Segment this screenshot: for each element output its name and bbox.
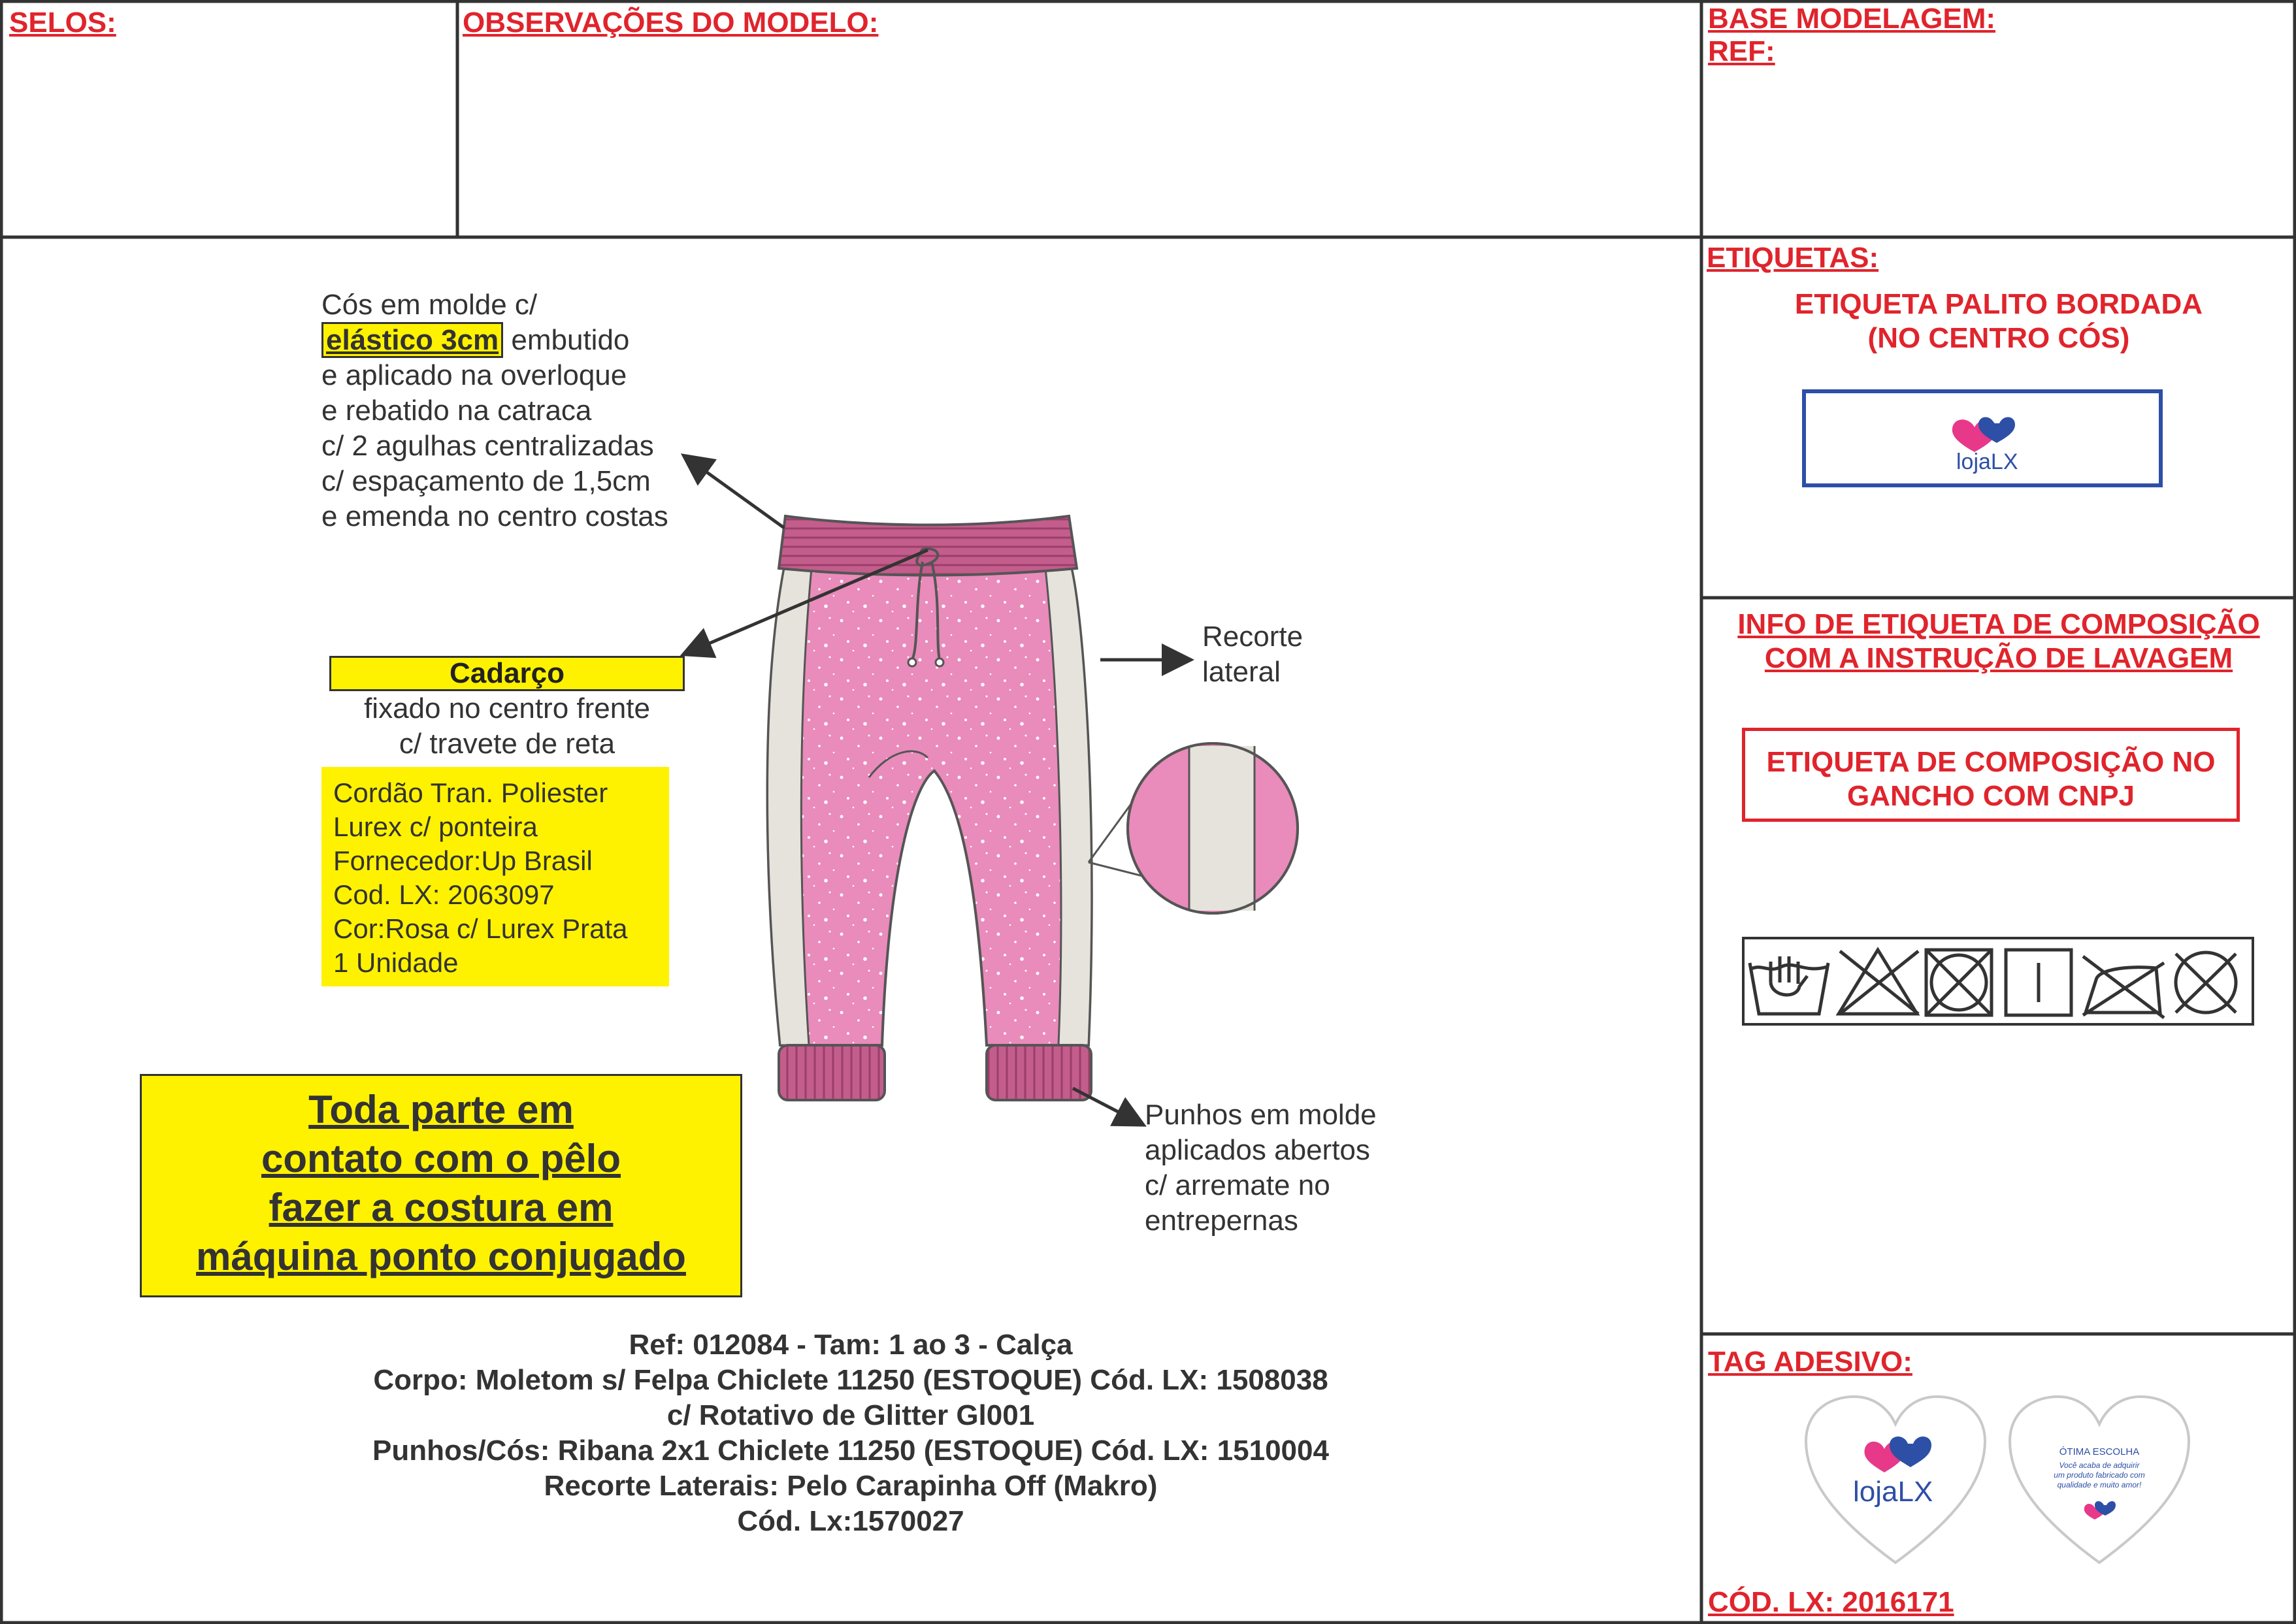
recorte-note-line2: lateral — [1202, 656, 1281, 688]
cordao-line1: Cordão Tran. Poliester — [333, 777, 608, 808]
warning-line1: Toda parte em — [308, 1088, 574, 1131]
punhos-note — [1145, 1097, 1377, 1239]
punhos-note-line2: aplicados abertos — [1145, 1134, 1370, 1166]
tag-back-title: ÓTIMA ESCOLHA — [2059, 1446, 2140, 1457]
etiqueta-palito-line1: ETIQUETA PALITO BORDADA — [1794, 288, 2203, 320]
tag-adesivo-label: TAG ADESIVO: — [1708, 1346, 1912, 1378]
tag-cod-value: 2016171 — [1842, 1586, 1954, 1618]
cos-note-line2 — [321, 323, 668, 358]
cadarco-note-line2: c/ travete de reta — [399, 728, 615, 760]
spec-line3: c/ Rotativo de Glitter Gl001 — [666, 1399, 1035, 1431]
ref-label: REF: — [1708, 35, 1775, 67]
recorte-note — [1202, 619, 1303, 690]
warning-line2: contato com o pêlo — [261, 1137, 621, 1180]
etiquetas-label: ETIQUETAS: — [1707, 242, 1879, 274]
composicao-title-line2: COM A INSTRUÇÃO DE LAVAGEM — [1764, 642, 2233, 674]
selos-label: SELOS: — [9, 7, 116, 39]
cos-highlight: elástico 3cm — [321, 322, 503, 358]
cos-note-line1: Cós em molde c/ — [321, 289, 538, 321]
tag-cod-label: CÓD. LX: — [1708, 1586, 1835, 1618]
punhos-note-line3: c/ arremate no — [1145, 1169, 1330, 1201]
spec-block — [0, 1327, 1701, 1539]
spec-line4: Punhos/Cós: Ribana 2x1 Chiclete 11250 (ESTOQUE) Cód. LX: 1510004 — [372, 1435, 1329, 1467]
base-modelagem-label: BASE MODELAGEM: — [1708, 3, 1995, 35]
cadarco-note-line1: fixado no centro frente — [364, 692, 650, 724]
brand-logo-text: lojaLX — [1956, 449, 2018, 474]
spec-line1: Ref: 012084 - Tam: 1 ao 3 - Calça — [629, 1329, 1073, 1361]
spec-line5: Recorte Laterais: Pelo Carapinha Off (Makro) — [544, 1470, 1158, 1502]
svg-text:lojaLX: lojaLX — [1853, 1476, 1933, 1508]
tag-back-text-1: Você acaba de adquirir — [2059, 1461, 2140, 1470]
cordao-box — [321, 767, 669, 986]
cordao-line2: Lurex c/ ponteira — [333, 811, 538, 842]
observacoes-label: OBSERVAÇÕES DO MODELO: — [463, 7, 879, 39]
cadarco-note — [329, 691, 685, 762]
tag-back-text-3: qualidade e muito amor! — [2057, 1480, 2142, 1489]
cadarco-title: Cadarço — [329, 656, 685, 691]
cos-note-line6: c/ espaçamento de 1,5cm — [321, 465, 651, 497]
warning-line3: fazer a costura em — [269, 1186, 614, 1229]
cos-note — [321, 287, 668, 534]
etiqueta-palito-line2: (NO CENTRO CÓS) — [1867, 322, 2130, 354]
cos-note-line4: e rebatido na catraca — [321, 395, 592, 427]
spec-line6: Cód. Lx:1570027 — [737, 1505, 964, 1537]
cos-note-line2-tail: embutido — [511, 324, 630, 356]
cordao-line3: Fornecedor:Up Brasil — [333, 845, 593, 876]
cos-note-line5: c/ 2 agulhas centralizadas — [321, 430, 654, 462]
recorte-note-line1: Recorte — [1202, 621, 1304, 653]
tag-back-text-2: um produto fabricado com — [2054, 1470, 2145, 1480]
composicao-box-line1: ETIQUETA DE COMPOSIÇÃO NO — [1766, 746, 2216, 778]
warning-box — [140, 1074, 742, 1297]
cordao-line6: 1 Unidade — [333, 947, 459, 978]
spec-line2: Corpo: Moletom s/ Felpa Chiclete 11250 (ESTOQUE) Cód. LX: 1508038 — [373, 1364, 1328, 1396]
cos-note-line3: e aplicado na overloque — [321, 359, 627, 391]
cordao-line5: Cor:Rosa c/ Lurex Prata — [333, 913, 628, 944]
punhos-note-line4: entrepernas — [1145, 1205, 1298, 1237]
composicao-title-line1: INFO DE ETIQUETA DE COMPOSIÇÃO — [1737, 608, 2260, 640]
cordao-line4: Cod. LX: 2063097 — [333, 879, 555, 910]
cos-note-line7: e emenda no centro costas — [321, 500, 668, 532]
warning-line4: máquina ponto conjugado — [196, 1235, 686, 1278]
punhos-note-line1: Punhos em molde — [1145, 1099, 1377, 1131]
composicao-box-line2: GANCHO COM CNPJ — [1846, 780, 2135, 812]
